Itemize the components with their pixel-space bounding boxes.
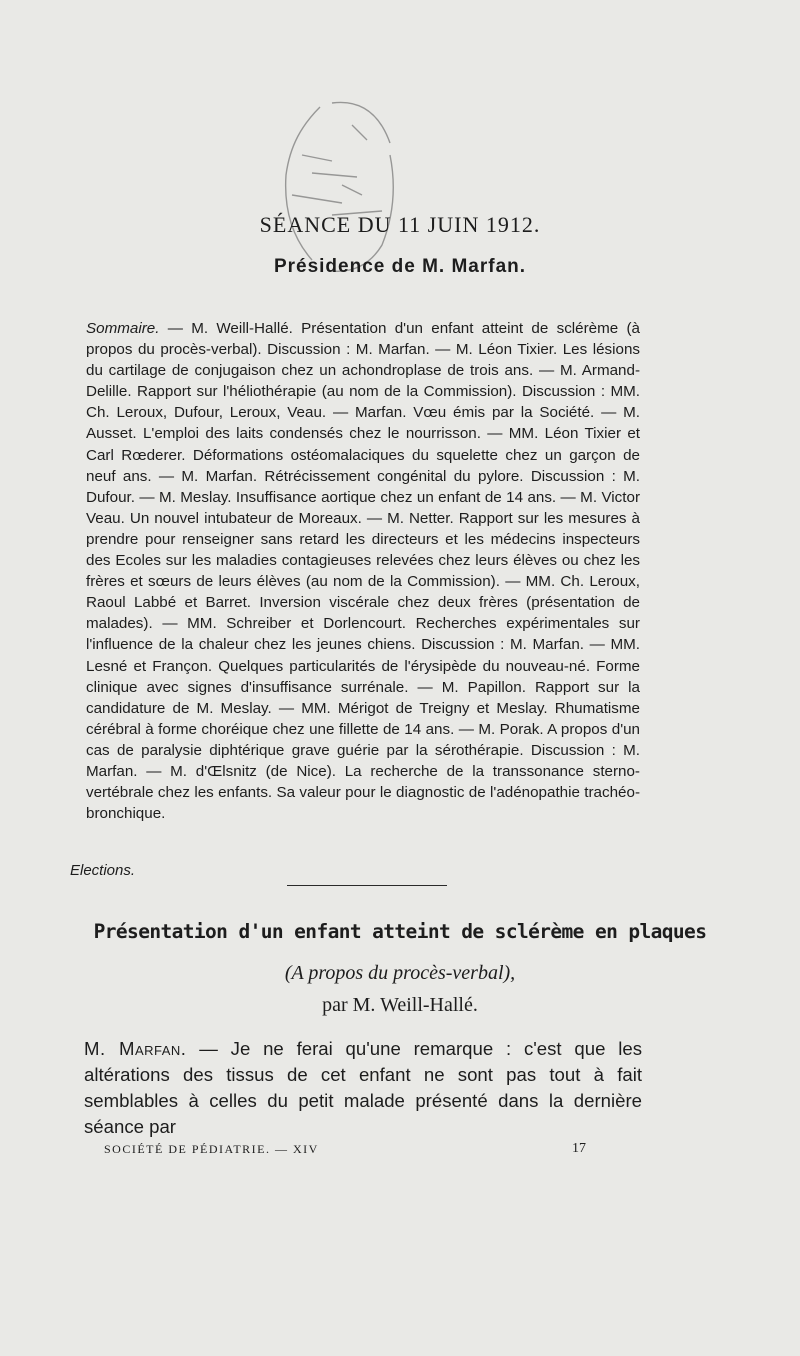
journal-signature: SOCIÉTÉ DE PÉDIATRIE. — XIV	[104, 1142, 319, 1156]
elections-label: Elections.	[70, 862, 136, 879]
body-text: — Je ne ferai qu'une remarque : c'est que les altérations des tissus de cet enfant ne sont pas tout à fait semblables à celles du petit malade présenté dans la dernière séance par	[84, 1038, 642, 1137]
page-footer	[104, 1142, 586, 1157]
article-body	[84, 1036, 642, 1140]
speaker-name: M. Marfan.	[84, 1038, 187, 1059]
presidency-line: Présidence de M. Marfan.	[273, 256, 527, 277]
session-heading: SÉANCE DU 11 JUIN 1912.	[259, 212, 541, 237]
article-subtitle: (A propos du procès-verbal),	[284, 962, 516, 984]
summary-paragraph	[86, 318, 640, 824]
section-divider	[287, 885, 447, 886]
summary-text: — M. Weill-Hallé. Présentation d'un enfant atteint de sclérème (à propos du procès-verbal). Discussion : M. Marfan. — M. Léon Tixier. Les lésions du cartilage de conjugaison chez un achondroplase de trois ans. — M. Armand-Delille. Rapport sur l'héliothérapie (au nom de la Commission). Discussion : MM. Ch. Leroux, Dufour, Leroux, Veau. — Marfan. Vœu émis par la Société. — M. Ausset. L'emploi des laits condensés chez le nourrisson. — MM. Léon Tixier et Carl Rœderer. Déformations ostéomalaciques du squelette chez un garçon de neuf ans. — M. Marfan. Rétrécissement congénital du pylore. Discussion : M. Dufour. — M. Meslay. Insuffisance aortique chez un enfant de 14 ans. — M. Victor Veau. Un nouvel intubateur de Moreaux. — M. Netter. Rapport sur les mesures à prendre pour renseigner sans retard les directeurs et les médecins inspecteurs des Ecoles sur les maladies contagieuses relevées chez leurs élèves ou chez les frères et sœurs de leurs élèves (au nom de la Commission). — MM. Ch. Leroux, Raoul Labbé et Barret. Inversion viscérale chez deux frères (présentation de malades). — MM. Schreiber et Dorlencourt. Recherches expérimentales sur l'influence de la chaleur chez les jeunes chiens. Discussion : M. Marfan. — MM. Lesné et Françon. Quelques particularités de l'érysipède du nouveau-né. Forme clinique avec signes d'insuffisance surrénale. — M. Papillon. Rapport sur la candidature de M. Meslay. — MM. Mérigot de Treigny et Meslay. Rhumatisme cérébral à forme choréique chez une fillette de 14 ans. — M. Porak. A propos d'un cas de paralysie diphtérique grave guérie par la sérothérapie. Discussion : M. Marfan. — M. d'Œlsnitz (de Nice). La recherche de la transsonance sterno-vertébrale chez les enfants. Sa valeur pour le diagnostic de l'adénopathie trachéo-bronchique.	[86, 320, 640, 823]
summary-label: Sommaire.	[86, 320, 160, 337]
article-author: par M. Weill-Hallé.	[322, 994, 478, 1016]
page-number: 17	[572, 1141, 586, 1156]
article-title: Présentation d'un enfant atteint de sclérème en plaques	[93, 920, 707, 943]
